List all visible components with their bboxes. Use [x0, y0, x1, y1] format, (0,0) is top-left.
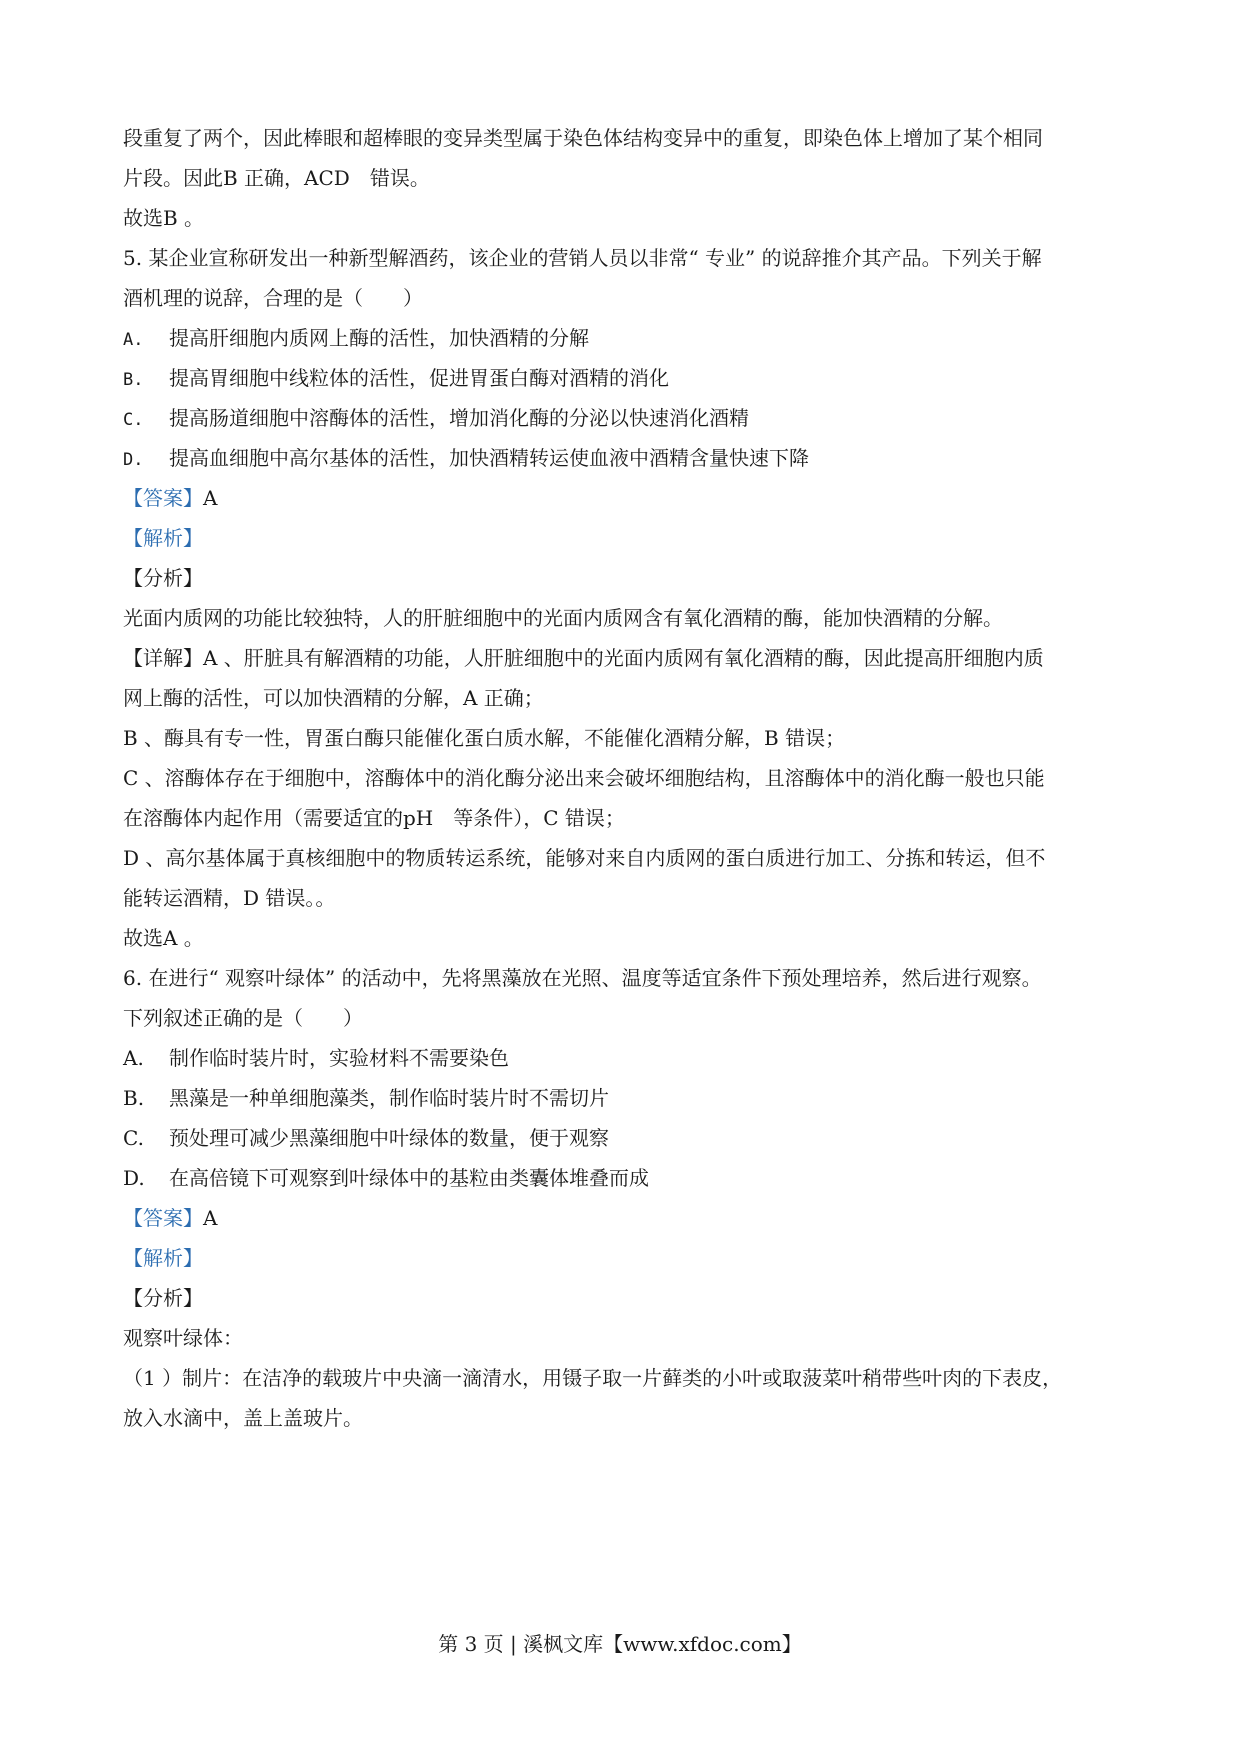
page-footer: 第 3 页 | 溪枫文库【www.xfdoc.com】 — [438, 1632, 802, 1656]
question-6-stem: 6. 在进行“ 观察叶绿体” 的活动中，先将黑藻放在光照、温度等适宜条件下预处理培养，然后进行观察。 — [123, 966, 1042, 990]
q5-option-a — [123, 324, 589, 352]
answer-value: A — [203, 1206, 218, 1230]
option-text: 提高肠道细胞中溶酶体的活性，增加消化酶的分泌以快速消化酒精 — [169, 406, 749, 430]
q5-detail-line: 在溶酶体内起作用（需要适宜的pH 等条件），C 错误； — [123, 806, 625, 830]
text-line: 段重复了两个，因此棒眼和超棒眼的变异类型属于染色体结构变异中的重复，即染色体上增加了某个相同 — [123, 126, 1043, 150]
answer-value: A — [203, 486, 218, 510]
answer-label: 【答案】 — [123, 1206, 203, 1230]
q6-answer — [123, 1204, 217, 1232]
q5-detail-line: D 、高尔基体属于真核细胞中的物质转运系统，能够对来自内质网的蛋白质进行加工、分拣和转运，但不 — [123, 846, 1046, 870]
q5-detail-line: 故选A 。 — [123, 926, 204, 950]
text-line: 故选B 。 — [123, 206, 205, 230]
text-line: 片段。因此B 正确，ACD 错误。 — [123, 166, 430, 190]
option-text: 提高肝细胞内质网上酶的活性，加快酒精的分解 — [169, 326, 589, 350]
q5-detail-line: B 、酶具有专一性，胃蛋白酶只能催化蛋白质水解，不能催化酒精分解，B 错误； — [123, 726, 846, 750]
question-6-stem: 下列叙述正确的是（ ） — [123, 1006, 363, 1030]
q6-tail-line: （1 ）制片：在洁净的载玻片中央滴一滴清水，用镊子取一片藓类的小叶或取菠菜叶稍带些叶肉的下表皮， — [123, 1366, 1063, 1390]
q6-option-d — [123, 1164, 649, 1192]
option-text: 提高胃细胞中线粒体的活性，促进胃蛋白酶对酒精的消化 — [169, 366, 669, 390]
q5-option-b — [123, 364, 669, 392]
q5-analysis: 光面内质网的功能比较独特，人的肝脏细胞中的光面内质网含有氧化酒精的酶，能加快酒精的分解。 — [123, 606, 1003, 630]
option-text: 黑藻是一种单细胞藻类，制作临时装片时不需切片 — [169, 1086, 609, 1110]
q5-detail-line: 能转运酒精，D 错误。。 — [123, 886, 336, 910]
option-letter: A. — [123, 1046, 144, 1070]
q6-tail-line: 放入水滴中，盖上盖玻片。 — [123, 1406, 363, 1430]
q5-option-d — [123, 444, 809, 472]
answer-label: 【答案】 — [123, 486, 203, 510]
question-5-stem: 5. 某企业宣称研发出一种新型解酒药，该企业的营销人员以非常“ 专业” 的说辞推介其产品。下列关于解 — [123, 246, 1042, 270]
option-text: 预处理可减少黑藻细胞中叶绿体的数量，便于观察 — [169, 1126, 609, 1150]
q6-fenxi-label: 【分析】 — [123, 1286, 203, 1310]
q5-answer — [123, 484, 217, 512]
option-text: 制作临时装片时，实验材料不需要染色 — [169, 1046, 509, 1070]
q5-detail-line: 【详解】A 、肝脏具有解酒精的功能，人肝脏细胞中的光面内质网有氧化酒精的酶，因此提高肝细胞内质 — [123, 646, 1044, 670]
option-letter: D. — [123, 1166, 145, 1190]
q6-option-c — [123, 1124, 609, 1152]
option-letter: A. — [123, 330, 144, 350]
q6-jiexi-label: 【解析】 — [123, 1246, 203, 1270]
option-letter: C. — [123, 410, 144, 430]
option-letter: D. — [123, 450, 144, 470]
option-letter: B. — [123, 1086, 145, 1110]
q5-detail-line: C 、溶酶体存在于细胞中，溶酶体中的消化酶分泌出来会破坏细胞结构，且溶酶体中的消化酶一般也只能 — [123, 766, 1045, 790]
question-5-stem: 酒机理的说辞，合理的是（ ） — [123, 286, 423, 310]
option-letter: C. — [123, 1126, 144, 1150]
q5-detail-line: 网上酶的活性，可以加快酒精的分解，A 正确； — [123, 686, 544, 710]
q5-fenxi-label: 【分析】 — [123, 566, 203, 590]
q5-option-c — [123, 404, 749, 432]
option-text: 在高倍镜下可观察到叶绿体中的基粒由类囊体堆叠而成 — [169, 1166, 649, 1190]
q5-jiexi-label: 【解析】 — [123, 526, 203, 550]
q6-option-b — [123, 1084, 609, 1112]
option-letter: B. — [123, 370, 144, 390]
option-text: 提高血细胞中高尔基体的活性，加快酒精转运使血液中酒精含量快速下降 — [169, 446, 809, 470]
q6-option-a — [123, 1044, 509, 1072]
q6-tail-line: 观察叶绿体： — [123, 1326, 243, 1350]
